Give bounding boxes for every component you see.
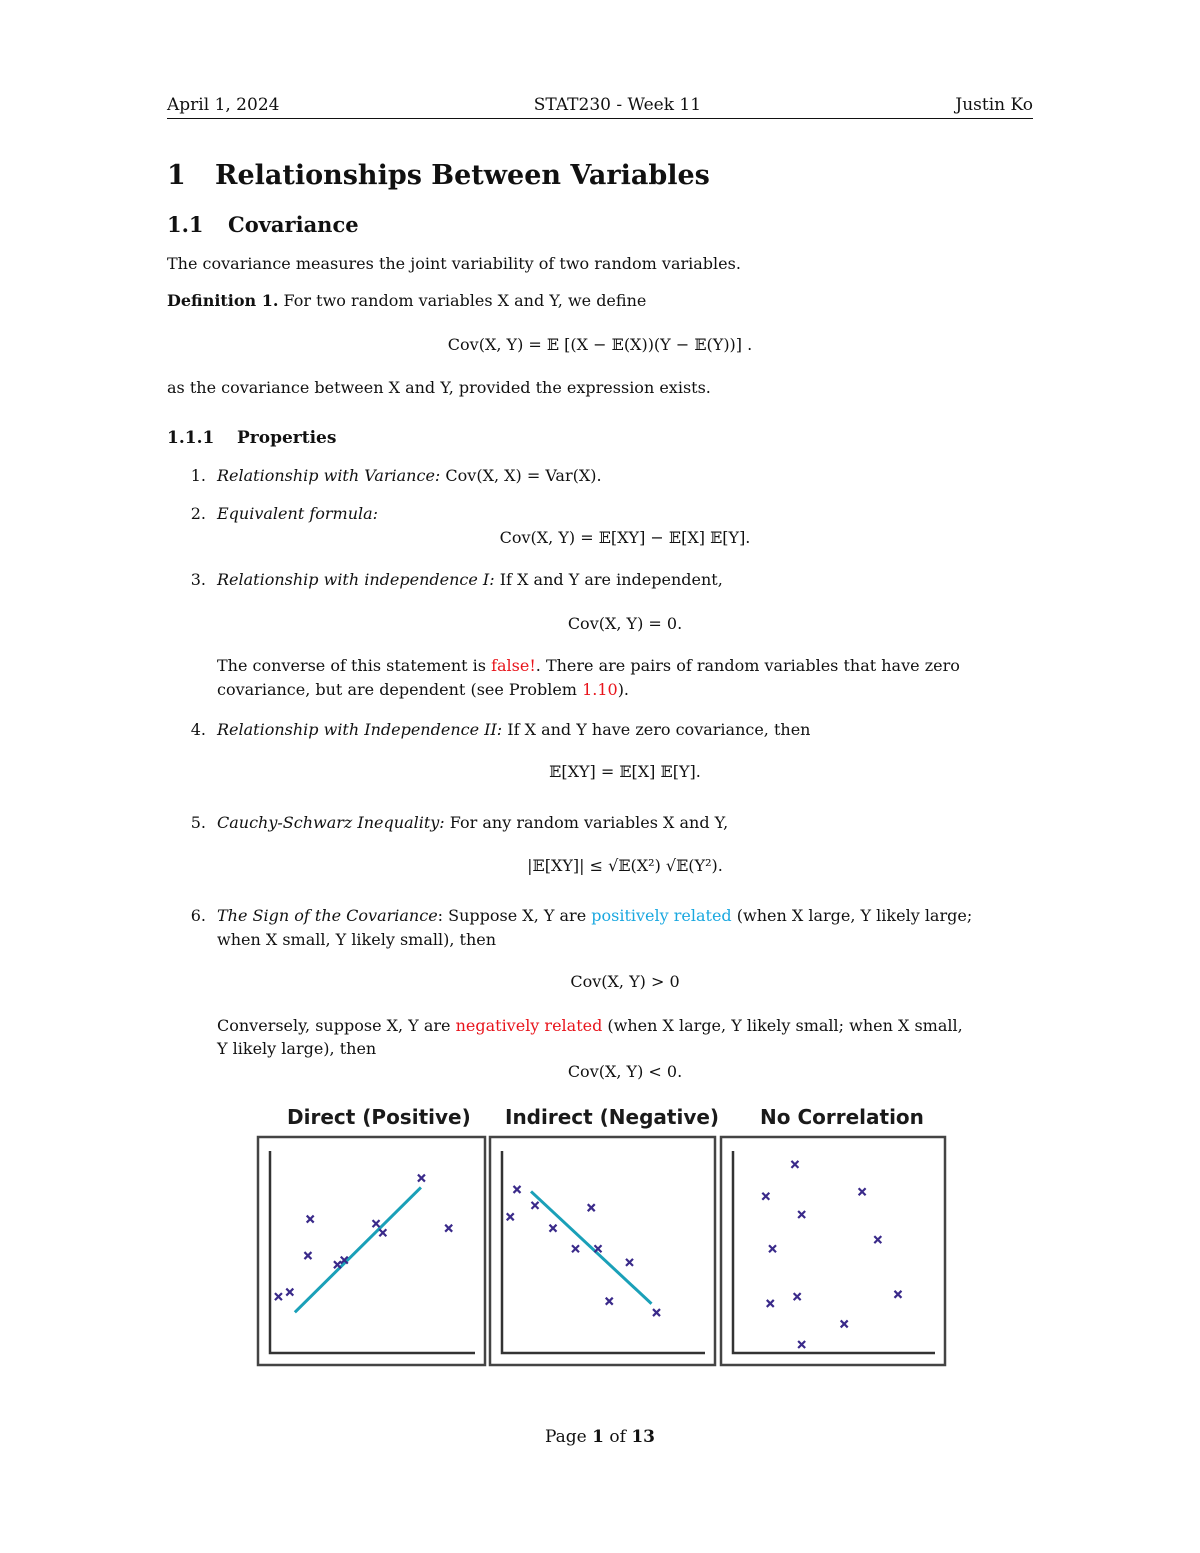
header-date: April 1, 2024 (167, 95, 280, 115)
property-6-converse-line2: Y likely large), then (217, 1039, 377, 1058)
property-1-name: Relationship with Variance: (217, 466, 441, 485)
section-title: Relationships Between Variables (215, 160, 710, 191)
note-text: covariance, but are dependent (see Problem (217, 680, 583, 699)
footer-total-pages: 13 (631, 1427, 656, 1447)
property-1 (217, 465, 602, 487)
panel-frame-positive (258, 1137, 485, 1365)
property-6-text: (when X large, Y likely large; (731, 906, 973, 925)
note-text: ). (617, 680, 630, 699)
section-number: 1 (167, 160, 186, 191)
property-1-text: Cov(X, X) = Var(X). (445, 466, 602, 485)
converse-text: (when X large, Y likely small; when X small, (602, 1016, 963, 1035)
property-6-converse-line1 (217, 1015, 963, 1037)
property-5-number: 5. (190, 813, 206, 832)
property-6-text: : Suppose X, Y are (437, 906, 592, 925)
page-header (167, 94, 1033, 119)
note-text: The converse of this statement is (217, 656, 492, 675)
footer-of-label: of (609, 1427, 626, 1447)
negative-highlight: negatively related (455, 1016, 603, 1035)
subsubsection-number: 1.1.1 (167, 428, 215, 448)
panel-title-positive: Direct (Positive) (287, 1105, 471, 1129)
definition-text: For two random variables X and Y, we define (283, 291, 647, 310)
property-5 (217, 812, 728, 834)
note-text: . There are pairs of random variables that have zero (535, 656, 960, 675)
property-6-line1 (217, 905, 972, 927)
panel-frame-negative (490, 1137, 715, 1365)
property-2-name: Equivalent formula: (217, 504, 379, 523)
footer-page-label: Page (544, 1427, 587, 1447)
property-3 (217, 569, 723, 591)
property-4-name: Relationship with Independence II: (217, 720, 503, 739)
property-5-name: Cauchy-Schwarz Inequality: (217, 813, 445, 832)
panel-title-none: No Correlation (760, 1105, 924, 1129)
property-4-text: If X and Y have zero covariance, then (507, 720, 811, 739)
property-6-name: The Sign of the Covariance (217, 906, 438, 925)
property-3-note-line2 (217, 679, 629, 701)
property-6-formula2: Cov(X, Y) < 0. (567, 1062, 683, 1081)
footer-page-number: 1 (592, 1427, 604, 1447)
property-3-formula: Cov(X, Y) = 0. (567, 614, 683, 633)
definition-line (167, 290, 646, 312)
property-5-text: For any random variables X and Y, (449, 813, 729, 832)
property-6-line2: when X small, Y likely small), then (217, 930, 497, 949)
definition-after: as the covariance between X and Y, provided the expression exists. (167, 378, 711, 397)
panel-title-negative: Indirect (Negative) (505, 1105, 720, 1129)
property-2-number: 2. (190, 504, 206, 523)
property-3-name: Relationship with independence I: (217, 570, 495, 589)
subsection-title: Covariance (228, 212, 359, 237)
correlation-figure (255, 1105, 950, 1370)
property-6-number: 6. (190, 906, 206, 925)
property-6-formula: Cov(X, Y) > 0 (570, 972, 680, 991)
panel-frame-none (721, 1137, 945, 1365)
definition-label: Definition 1. (167, 291, 279, 310)
property-4 (217, 719, 810, 741)
property-1-number: 1. (190, 466, 206, 485)
positive-highlight: positively related (591, 906, 732, 925)
intro-text: The covariance measures the joint variability of two random variables. (167, 254, 741, 273)
problem-reference-link[interactable]: 1.10 (582, 680, 618, 699)
property-4-number: 4. (190, 720, 206, 739)
header-author: Justin Ko (955, 95, 1033, 115)
property-3-text: If X and Y are independent, (499, 570, 723, 589)
property-5-formula: |𝔼[XY]| ≤ √𝔼(X²) √𝔼(Y²). (527, 856, 723, 875)
scatter-panels (255, 1105, 950, 1370)
header-course: STAT230 - Week 11 (533, 95, 702, 115)
subsubsection-title: Properties (237, 428, 337, 448)
property-3-number: 3. (190, 570, 206, 589)
property-3-note-line1 (217, 655, 960, 677)
definition-formula: Cov(X, Y) = 𝔼 [(X − 𝔼(X))(Y − 𝔼(Y))] . (447, 335, 753, 354)
property-2-formula: Cov(X, Y) = 𝔼[XY] − 𝔼[X] 𝔼[Y]. (499, 528, 751, 547)
false-highlight: false! (491, 656, 536, 675)
page-footer (167, 1427, 1033, 1447)
converse-text: Conversely, suppose X, Y are (217, 1016, 456, 1035)
property-4-formula: 𝔼[XY] = 𝔼[X] 𝔼[Y]. (549, 762, 701, 781)
subsection-number: 1.1 (167, 212, 204, 237)
